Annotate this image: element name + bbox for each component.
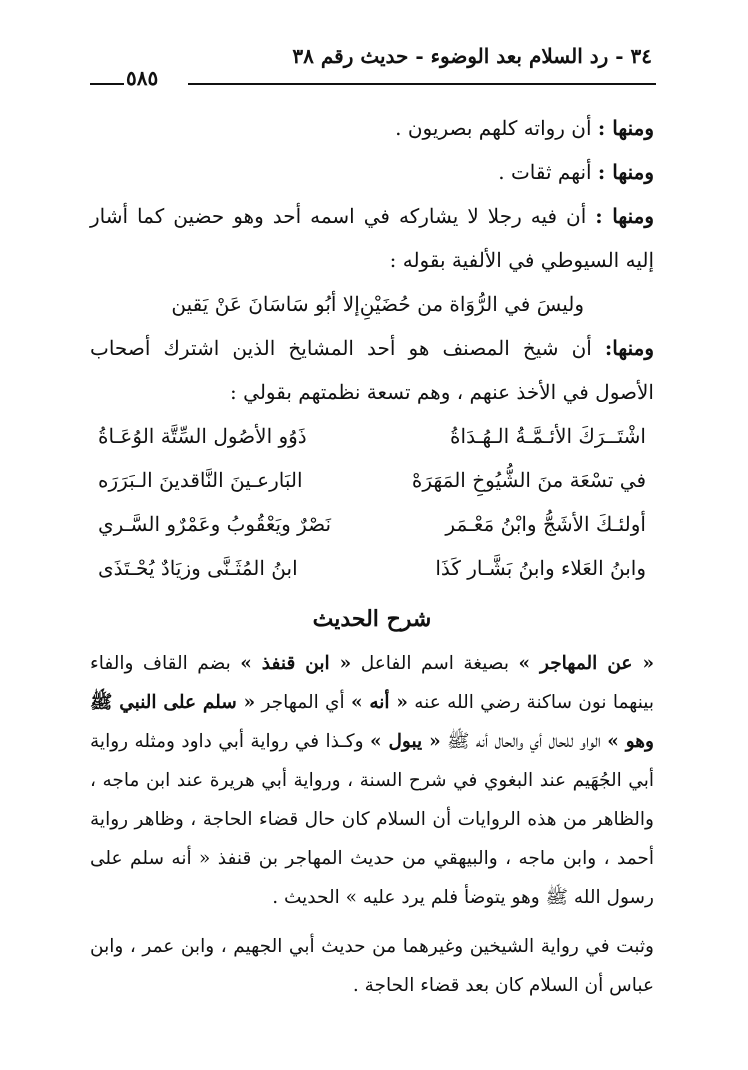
verse-first-hemistich: اشْتَــرَكَ الأئـمَّـةُ الـهُـدَاةُ: [450, 424, 646, 448]
page-number: ٥٨٥: [126, 66, 159, 90]
paragraph-text: أنهم ثقات .: [498, 160, 598, 184]
sharh-segment: بصيغة اسم الفاعل: [351, 653, 519, 674]
section-title: شرح الحديث: [312, 606, 432, 632]
masha-paragraph: [90, 326, 654, 414]
sharh-segment: « أنه »: [350, 692, 408, 713]
paragraph-lead: ومنها :: [597, 116, 654, 140]
verse-first-hemistich: في تسْعَة منَ الشُّيُوخِ المَهَرَهْ: [411, 468, 646, 492]
poem-verse: [90, 502, 654, 546]
alfiyya-verse: [90, 282, 654, 326]
verse-first-hemistich: وابنُ العَلاء وابنُ بَشَّـار كَذَا: [435, 556, 646, 580]
poem-verse: [90, 414, 654, 458]
intro-paragraph-2: [90, 150, 654, 194]
sharh-paragraph-1: [90, 644, 654, 917]
paragraph-text: أن فيه رجلا لا يشاركه في اسمه أحد وهو حضين كما أشار إليه السيوطي في الألفية بقوله :: [90, 204, 654, 272]
verse-second-hemistich: ابنُ المُثَـنَّى وزيَادٌ يُحْـتَذَى: [98, 556, 298, 580]
verse-first-hemistich: وليسَ في الرُّوَاة من حُضَيْنِ: [359, 292, 584, 316]
paragraph-lead: ومنها :: [597, 160, 654, 184]
sharh-segment: الواو للحال أي والحال أنه ﷺ: [440, 731, 608, 752]
poem-verse: [90, 458, 654, 502]
poem-verse: [90, 546, 654, 590]
sharh-paragraph-2: وثبت في رواية الشيخين وغيرهما من حديث أبي الجهيم ، وابن عمر ، وابن عباس أن السلام كان بعد قضاء الحاجة .: [90, 936, 654, 996]
verse-second-hemistich: نَصْرٌ ويَعْقُوبُ وعَمْرٌو السَّـري: [98, 512, 332, 536]
sharh-segment: بضم القاف والفاء بينهما نون ساكنة رضي الله عنه: [90, 653, 655, 713]
intro-paragraph-3: [90, 194, 654, 282]
sharh-segment: « ابن قنفذ »: [240, 653, 352, 674]
verse-second-hemistich: ذَوُو الأصُول السِّتَّة الوُعَـاةُ: [98, 424, 307, 448]
verse-second-hemistich: إلا أبُو سَاسَانَ عَنْ يَقين: [171, 292, 360, 316]
sharh-segment: « يبول »: [369, 731, 441, 752]
paragraph-text: أن شيخ المصنف هو أحد المشايخ الذين اشترك أصحاب الأصول في الأخذ عنهم ، وهم تسعة نظمتهم بقولي :: [90, 336, 654, 404]
verse-second-hemistich: البَارعـينَ النَّاقدينَ الـبَرَرَه: [98, 468, 303, 492]
sharh-segment: وكـذا في رواية أبي داود ومثله رواية أبي الجُهَيم عند البغوي في شرح السنة ، ورواية أبي هريرة عند ابن ماجه ، والظاهر من هذه الروايات أن السلام كان حال قضاء الحاجة ، وظاهر رواية أحمد ، وابن ماجه ، والبيهقي من حديث المهاجر بن قنفذ « أنه سلم على رسول الله ﷺ وهو يتوضأ فلم يرد عليه » الحديث .: [90, 731, 654, 908]
sharh-segment: « عن المهاجر »: [518, 653, 655, 674]
running-header: [90, 44, 652, 90]
header-rule-left: [90, 83, 124, 85]
paragraph-text: أن رواته كلهم بصريون .: [395, 116, 598, 140]
header-title: ٣٤ - رد السلام بعد الوضوء - حديث رقم ٣٨: [292, 44, 652, 68]
sharh-segment: أي المهاجر: [255, 692, 351, 713]
paragraph-lead: ومنها :: [595, 204, 654, 228]
paragraph-lead: ومنها:: [604, 336, 654, 360]
sharh-segment: « سلم على النبي ﷺ وهو »: [90, 692, 654, 752]
paragraph-gap: [90, 917, 654, 927]
page-content: [90, 106, 654, 1005]
verse-first-hemistich: أولئـكَ الأشَجُّ وابْنُ مَعْـمَر: [445, 512, 646, 536]
header-rule: [188, 83, 656, 85]
poem: [90, 414, 654, 590]
intro-paragraph-1: [90, 106, 654, 150]
